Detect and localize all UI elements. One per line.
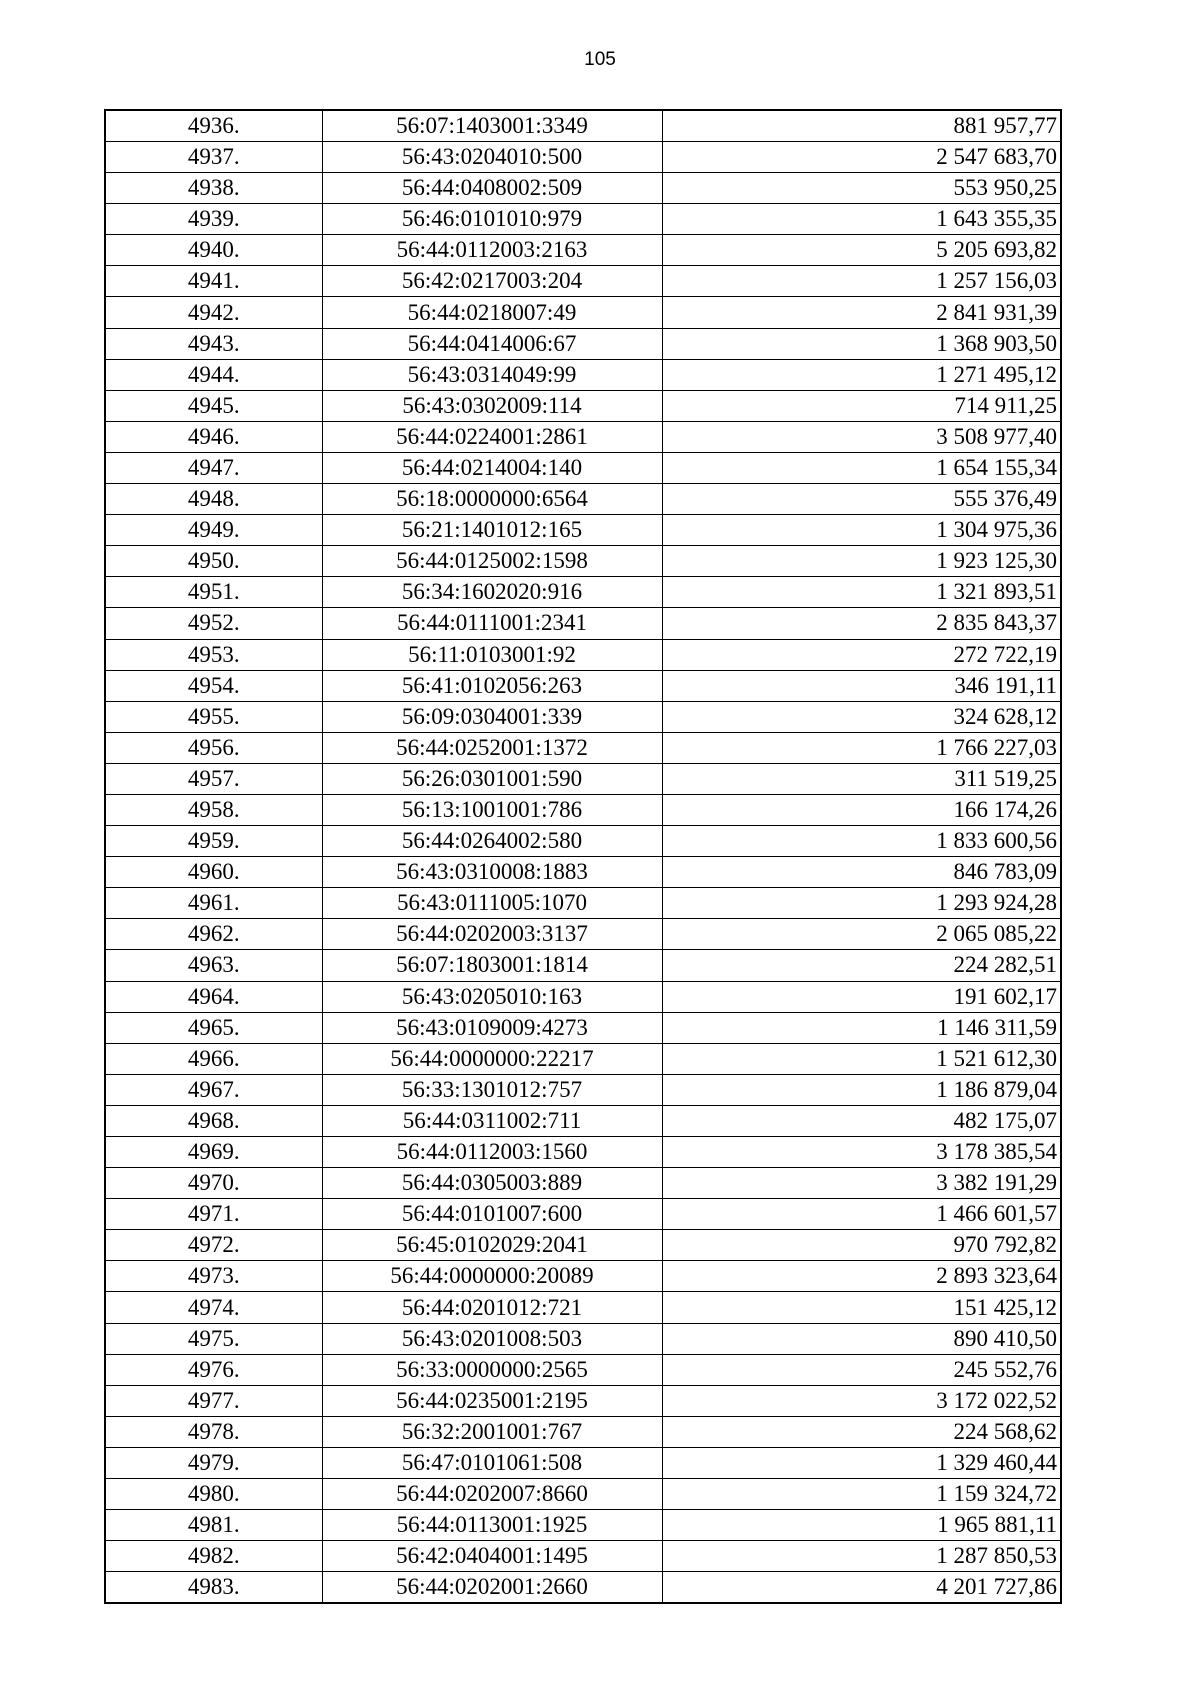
row-number-cell: 4983. bbox=[105, 1572, 322, 1604]
cadastral-value-cell: 2 835 843,37 bbox=[662, 608, 1061, 639]
cadastral-number-cell: 56:43:0111005:1070 bbox=[322, 888, 662, 919]
cadastral-number-cell: 56:44:0224001:2861 bbox=[322, 421, 662, 452]
row-number-cell: 4979. bbox=[105, 1447, 322, 1478]
cadastral-number-cell: 56:44:0264002:580 bbox=[322, 826, 662, 857]
page-number: 105 bbox=[584, 49, 616, 70]
row-number-cell: 4941. bbox=[105, 266, 322, 297]
table-row bbox=[105, 421, 1061, 452]
table-row bbox=[105, 1137, 1061, 1168]
cadastral-number-cell: 56:42:0404001:1495 bbox=[322, 1541, 662, 1572]
cadastral-value-cell: 881 957,77 bbox=[662, 110, 1061, 142]
cadastral-value-cell: 166 174,26 bbox=[662, 794, 1061, 825]
cadastral-value-cell: 3 382 191,29 bbox=[662, 1168, 1061, 1199]
cadastral-value-cell: 1 159 324,72 bbox=[662, 1479, 1061, 1510]
cadastral-number-cell: 56:44:0112003:1560 bbox=[322, 1137, 662, 1168]
cadastral-number-cell: 56:26:0301001:590 bbox=[322, 763, 662, 794]
row-number-cell: 4957. bbox=[105, 763, 322, 794]
row-number-cell: 4961. bbox=[105, 888, 322, 919]
row-number-cell: 4975. bbox=[105, 1323, 322, 1354]
table-row bbox=[105, 1043, 1061, 1074]
cadastral-value-cell: 5 205 693,82 bbox=[662, 235, 1061, 266]
cadastral-number-cell: 56:44:0252001:1372 bbox=[322, 732, 662, 763]
row-number-cell: 4968. bbox=[105, 1105, 322, 1136]
table-row bbox=[105, 1323, 1061, 1354]
row-number-cell: 4956. bbox=[105, 732, 322, 763]
cadastral-value-cell: 3 172 022,52 bbox=[662, 1385, 1061, 1416]
table-row bbox=[105, 763, 1061, 794]
cadastral-number-cell: 56:44:0214004:140 bbox=[322, 452, 662, 483]
table-row bbox=[105, 950, 1061, 981]
cadastral-value-cell: 1 368 903,50 bbox=[662, 328, 1061, 359]
table-row bbox=[105, 1074, 1061, 1105]
table-row bbox=[105, 266, 1061, 297]
cadastral-number-cell: 56:44:0202007:8660 bbox=[322, 1479, 662, 1510]
table-row bbox=[105, 1572, 1061, 1604]
table-row bbox=[105, 1261, 1061, 1292]
cadastral-value-cell: 1 287 850,53 bbox=[662, 1541, 1061, 1572]
cadastral-number-cell: 56:44:0112003:2163 bbox=[322, 235, 662, 266]
cadastral-value-cell: 224 282,51 bbox=[662, 950, 1061, 981]
cadastral-number-cell: 56:44:0202001:2660 bbox=[322, 1572, 662, 1604]
table-row bbox=[105, 110, 1061, 142]
table-row bbox=[105, 1012, 1061, 1043]
cadastral-value-cell: 970 792,82 bbox=[662, 1230, 1061, 1261]
cadastral-number-cell: 56:44:0000000:20089 bbox=[322, 1261, 662, 1292]
row-number-cell: 4951. bbox=[105, 577, 322, 608]
cadastral-number-cell: 56:43:0314049:99 bbox=[322, 359, 662, 390]
cadastral-value-cell: 346 191,11 bbox=[662, 670, 1061, 701]
table-row bbox=[105, 608, 1061, 639]
table-row bbox=[105, 701, 1061, 732]
table-row bbox=[105, 1416, 1061, 1447]
row-number-cell: 4937. bbox=[105, 142, 322, 173]
cadastral-value-table bbox=[104, 109, 1062, 1604]
table-row bbox=[105, 452, 1061, 483]
row-number-cell: 4936. bbox=[105, 110, 322, 142]
cadastral-value-cell: 1 643 355,35 bbox=[662, 204, 1061, 235]
row-number-cell: 4964. bbox=[105, 981, 322, 1012]
cadastral-number-cell: 56:44:0000000:22217 bbox=[322, 1043, 662, 1074]
cadastral-value-cell: 311 519,25 bbox=[662, 763, 1061, 794]
cadastral-value-cell: 890 410,50 bbox=[662, 1323, 1061, 1354]
table-row bbox=[105, 173, 1061, 204]
table-row bbox=[105, 1447, 1061, 1478]
cadastral-number-cell: 56:42:0217003:204 bbox=[322, 266, 662, 297]
cadastral-value-cell: 1 304 975,36 bbox=[662, 515, 1061, 546]
row-number-cell: 4940. bbox=[105, 235, 322, 266]
cadastral-number-cell: 56:44:0414006:67 bbox=[322, 328, 662, 359]
table-row bbox=[105, 888, 1061, 919]
cadastral-number-cell: 56:41:0102056:263 bbox=[322, 670, 662, 701]
cadastral-value-cell: 324 628,12 bbox=[662, 701, 1061, 732]
cadastral-number-cell: 56:43:0205010:163 bbox=[322, 981, 662, 1012]
cadastral-value-cell: 482 175,07 bbox=[662, 1105, 1061, 1136]
cadastral-number-cell: 56:44:0235001:2195 bbox=[322, 1385, 662, 1416]
row-number-cell: 4962. bbox=[105, 919, 322, 950]
row-number-cell: 4980. bbox=[105, 1479, 322, 1510]
row-number-cell: 4965. bbox=[105, 1012, 322, 1043]
cadastral-value-cell: 2 065 085,22 bbox=[662, 919, 1061, 950]
table-row bbox=[105, 390, 1061, 421]
row-number-cell: 4972. bbox=[105, 1230, 322, 1261]
cadastral-number-cell: 56:44:0218007:49 bbox=[322, 297, 662, 328]
cadastral-value-cell: 1 654 155,34 bbox=[662, 452, 1061, 483]
row-number-cell: 4948. bbox=[105, 484, 322, 515]
table-row bbox=[105, 142, 1061, 173]
table-row bbox=[105, 235, 1061, 266]
cadastral-number-cell: 56:43:0310008:1883 bbox=[322, 857, 662, 888]
cadastral-number-cell: 56:32:2001001:767 bbox=[322, 1416, 662, 1447]
table-row bbox=[105, 359, 1061, 390]
row-number-cell: 4950. bbox=[105, 546, 322, 577]
table-row bbox=[105, 1354, 1061, 1385]
table-row bbox=[105, 1292, 1061, 1323]
cadastral-value-cell: 1 965 881,11 bbox=[662, 1510, 1061, 1541]
cadastral-value-cell: 1 271 495,12 bbox=[662, 359, 1061, 390]
cadastral-number-cell: 56:44:0305003:889 bbox=[322, 1168, 662, 1199]
cadastral-value-cell: 272 722,19 bbox=[662, 639, 1061, 670]
row-number-cell: 4949. bbox=[105, 515, 322, 546]
cadastral-number-cell: 56:44:0113001:1925 bbox=[322, 1510, 662, 1541]
table-row bbox=[105, 577, 1061, 608]
row-number-cell: 4974. bbox=[105, 1292, 322, 1323]
row-number-cell: 4947. bbox=[105, 452, 322, 483]
cadastral-value-cell: 1 833 600,56 bbox=[662, 826, 1061, 857]
cadastral-value-cell: 3 178 385,54 bbox=[662, 1137, 1061, 1168]
cadastral-number-cell: 56:33:1301012:757 bbox=[322, 1074, 662, 1105]
cadastral-number-cell: 56:07:1803001:1814 bbox=[322, 950, 662, 981]
cadastral-value-cell: 4 201 727,86 bbox=[662, 1572, 1061, 1604]
table-row bbox=[105, 826, 1061, 857]
table-row bbox=[105, 794, 1061, 825]
table-row bbox=[105, 1168, 1061, 1199]
row-number-cell: 4943. bbox=[105, 328, 322, 359]
row-number-cell: 4938. bbox=[105, 173, 322, 204]
cadastral-value-cell: 1 329 460,44 bbox=[662, 1447, 1061, 1478]
row-number-cell: 4981. bbox=[105, 1510, 322, 1541]
cadastral-number-cell: 56:44:0201012:721 bbox=[322, 1292, 662, 1323]
cadastral-value-cell: 2 547 683,70 bbox=[662, 142, 1061, 173]
row-number-cell: 4944. bbox=[105, 359, 322, 390]
cadastral-value-cell: 555 376,49 bbox=[662, 484, 1061, 515]
table-row bbox=[105, 546, 1061, 577]
cadastral-number-cell: 56:43:0204010:500 bbox=[322, 142, 662, 173]
cadastral-value-cell: 224 568,62 bbox=[662, 1416, 1061, 1447]
row-number-cell: 4966. bbox=[105, 1043, 322, 1074]
cadastral-value-cell: 245 552,76 bbox=[662, 1354, 1061, 1385]
cadastral-value-cell: 1 186 879,04 bbox=[662, 1074, 1061, 1105]
table-row bbox=[105, 328, 1061, 359]
table-row bbox=[105, 1479, 1061, 1510]
cadastral-number-cell: 56:07:1403001:3349 bbox=[322, 110, 662, 142]
table-row bbox=[105, 1105, 1061, 1136]
cadastral-number-cell: 56:44:0101007:600 bbox=[322, 1199, 662, 1230]
cadastral-number-cell: 56:11:0103001:92 bbox=[322, 639, 662, 670]
row-number-cell: 4977. bbox=[105, 1385, 322, 1416]
cadastral-value-cell: 3 508 977,40 bbox=[662, 421, 1061, 452]
row-number-cell: 4953. bbox=[105, 639, 322, 670]
table-row bbox=[105, 515, 1061, 546]
row-number-cell: 4952. bbox=[105, 608, 322, 639]
table-row bbox=[105, 1199, 1061, 1230]
cadastral-number-cell: 56:44:0202003:3137 bbox=[322, 919, 662, 950]
cadastral-number-cell: 56:43:0109009:4273 bbox=[322, 1012, 662, 1043]
cadastral-number-cell: 56:44:0125002:1598 bbox=[322, 546, 662, 577]
cadastral-value-cell: 1 293 924,28 bbox=[662, 888, 1061, 919]
row-number-cell: 4982. bbox=[105, 1541, 322, 1572]
table-row bbox=[105, 204, 1061, 235]
cadastral-number-cell: 56:34:1602020:916 bbox=[322, 577, 662, 608]
cadastral-number-cell: 56:43:0201008:503 bbox=[322, 1323, 662, 1354]
table-row bbox=[105, 919, 1061, 950]
table-row bbox=[105, 639, 1061, 670]
cadastral-value-cell: 2 893 323,64 bbox=[662, 1261, 1061, 1292]
table-row bbox=[105, 1385, 1061, 1416]
row-number-cell: 4959. bbox=[105, 826, 322, 857]
table-row bbox=[105, 1541, 1061, 1572]
cadastral-number-cell: 56:21:1401012:165 bbox=[322, 515, 662, 546]
table-row bbox=[105, 484, 1061, 515]
cadastral-value-cell: 1 321 893,51 bbox=[662, 577, 1061, 608]
cadastral-number-cell: 56:33:0000000:2565 bbox=[322, 1354, 662, 1385]
row-number-cell: 4954. bbox=[105, 670, 322, 701]
row-number-cell: 4978. bbox=[105, 1416, 322, 1447]
cadastral-number-cell: 56:18:0000000:6564 bbox=[322, 484, 662, 515]
table-row bbox=[105, 297, 1061, 328]
row-number-cell: 4960. bbox=[105, 857, 322, 888]
cadastral-value-cell: 714 911,25 bbox=[662, 390, 1061, 421]
cadastral-number-cell: 56:44:0311002:711 bbox=[322, 1105, 662, 1136]
row-number-cell: 4969. bbox=[105, 1137, 322, 1168]
cadastral-value-cell: 1 257 156,03 bbox=[662, 266, 1061, 297]
table-row bbox=[105, 1510, 1061, 1541]
row-number-cell: 4942. bbox=[105, 297, 322, 328]
cadastral-value-cell: 151 425,12 bbox=[662, 1292, 1061, 1323]
cadastral-value-cell: 2 841 931,39 bbox=[662, 297, 1061, 328]
row-number-cell: 4946. bbox=[105, 421, 322, 452]
table-row bbox=[105, 857, 1061, 888]
row-number-cell: 4939. bbox=[105, 204, 322, 235]
table-row bbox=[105, 981, 1061, 1012]
table-row bbox=[105, 670, 1061, 701]
cadastral-value-cell: 846 783,09 bbox=[662, 857, 1061, 888]
cadastral-value-cell: 553 950,25 bbox=[662, 173, 1061, 204]
cadastral-value-cell: 1 923 125,30 bbox=[662, 546, 1061, 577]
row-number-cell: 4970. bbox=[105, 1168, 322, 1199]
row-number-cell: 4958. bbox=[105, 794, 322, 825]
row-number-cell: 4945. bbox=[105, 390, 322, 421]
row-number-cell: 4967. bbox=[105, 1074, 322, 1105]
row-number-cell: 4973. bbox=[105, 1261, 322, 1292]
table-row bbox=[105, 1230, 1061, 1261]
cadastral-number-cell: 56:46:0101010:979 bbox=[322, 204, 662, 235]
table-body bbox=[105, 110, 1061, 1603]
cadastral-number-cell: 56:09:0304001:339 bbox=[322, 701, 662, 732]
row-number-cell: 4955. bbox=[105, 701, 322, 732]
cadastral-value-cell: 1 146 311,59 bbox=[662, 1012, 1061, 1043]
row-number-cell: 4976. bbox=[105, 1354, 322, 1385]
cadastral-number-cell: 56:44:0408002:509 bbox=[322, 173, 662, 204]
cadastral-number-cell: 56:43:0302009:114 bbox=[322, 390, 662, 421]
row-number-cell: 4971. bbox=[105, 1199, 322, 1230]
row-number-cell: 4963. bbox=[105, 950, 322, 981]
table-row bbox=[105, 732, 1061, 763]
cadastral-value-cell: 1 766 227,03 bbox=[662, 732, 1061, 763]
cadastral-number-cell: 56:44:0111001:2341 bbox=[322, 608, 662, 639]
cadastral-value-cell: 1 466 601,57 bbox=[662, 1199, 1061, 1230]
cadastral-number-cell: 56:47:0101061:508 bbox=[322, 1447, 662, 1478]
cadastral-number-cell: 56:13:1001001:786 bbox=[322, 794, 662, 825]
cadastral-value-cell: 191 602,17 bbox=[662, 981, 1061, 1012]
cadastral-number-cell: 56:45:0102029:2041 bbox=[322, 1230, 662, 1261]
cadastral-value-cell: 1 521 612,30 bbox=[662, 1043, 1061, 1074]
